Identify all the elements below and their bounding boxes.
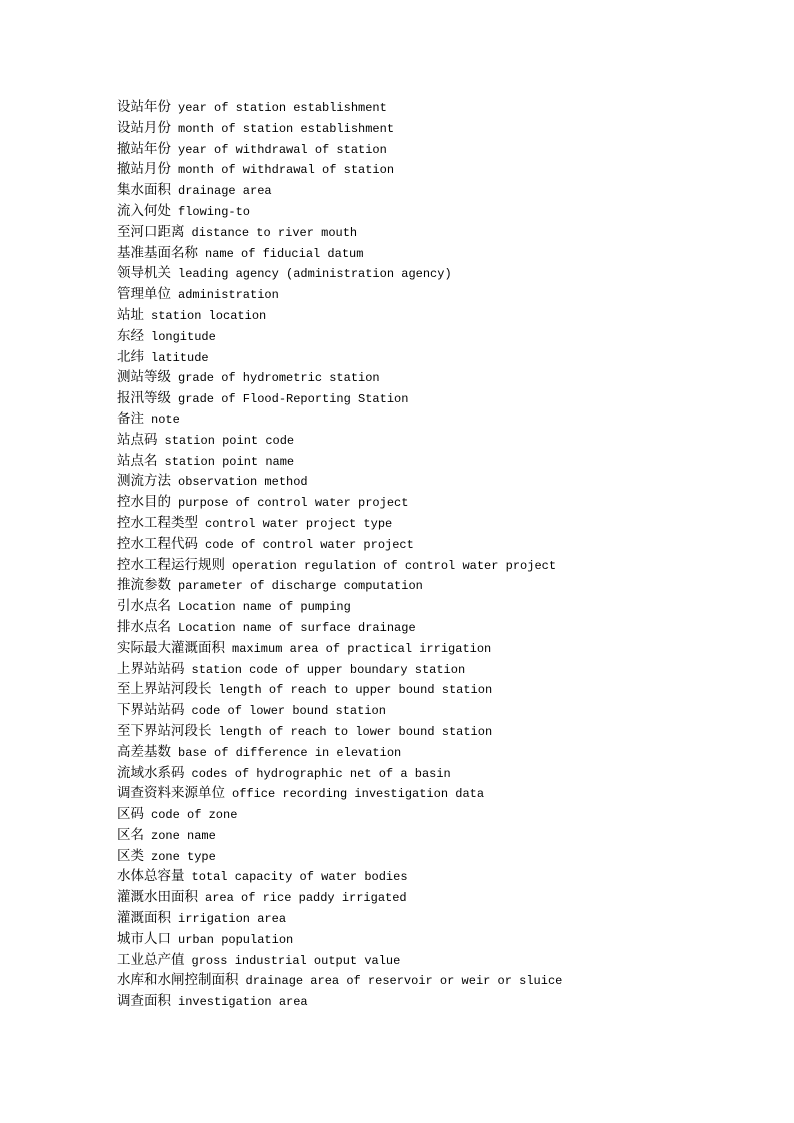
glossary-entry [117, 804, 562, 825]
term-chinese: 管理单位 [117, 286, 171, 303]
glossary-entry [117, 222, 562, 243]
term-english: total capacity of water bodies [191, 870, 408, 885]
term-english: irrigation area [178, 912, 287, 927]
glossary-entry [117, 596, 562, 617]
glossary-entry [117, 555, 562, 576]
glossary-entry [117, 471, 562, 492]
glossary-entry [117, 534, 562, 555]
glossary-entry [117, 700, 562, 721]
glossary-entry [117, 159, 562, 180]
term-chinese: 站址 [117, 306, 144, 323]
term-chinese: 下界站站码 [117, 702, 185, 719]
term-english: code of control water project [205, 537, 414, 552]
glossary-entry [117, 347, 562, 368]
glossary-entry [117, 638, 562, 659]
term-english: purpose of control water project [178, 496, 409, 511]
term-english: zone name [151, 828, 216, 843]
term-chinese: 水库和水闸控制面积 [117, 972, 239, 989]
term-english: drainage area of reservoir or weir or sluice [245, 974, 563, 989]
term-chinese: 高差基数 [117, 743, 171, 760]
term-chinese: 设站年份 [117, 99, 171, 115]
term-chinese: 控水工程运行规则 [117, 556, 225, 573]
glossary-entry [117, 409, 562, 430]
term-chinese: 控水工程代码 [117, 535, 198, 552]
glossary-entry [117, 367, 562, 388]
glossary-entry [117, 492, 562, 513]
term-english: length of reach to upper bound station [218, 683, 493, 698]
glossary-entry [117, 846, 562, 867]
term-chinese: 实际最大灌溉面积 [117, 639, 225, 656]
term-english: station location [151, 308, 267, 323]
term-english: year of withdrawal of station [178, 142, 387, 157]
term-chinese: 水体总容量 [117, 868, 185, 885]
glossary-entry [117, 326, 562, 347]
term-chinese: 引水点名 [117, 598, 171, 615]
glossary-entry [117, 783, 562, 804]
term-english: code of zone [151, 808, 238, 823]
term-english: month of withdrawal of station [178, 163, 395, 178]
term-english: drainage area [178, 184, 272, 199]
term-english: code of lower bound station [191, 704, 386, 719]
glossary-entry [117, 721, 562, 742]
glossary-entry [117, 243, 562, 264]
glossary-entry [117, 950, 562, 971]
term-chinese: 调查资料来源单位 [117, 785, 225, 802]
term-chinese: 灌溉水田面积 [117, 889, 198, 906]
term-chinese: 调查面积 [117, 993, 171, 1010]
term-english: operation regulation of control water project [232, 558, 557, 573]
glossary-entry [117, 659, 562, 680]
term-english: zone type [151, 849, 216, 864]
glossary-list [117, 97, 562, 1012]
term-english: parameter of discharge computation [178, 579, 423, 594]
glossary-entry [117, 742, 562, 763]
term-chinese: 工业总产值 [117, 951, 185, 968]
term-english: Location name of surface drainage [178, 620, 416, 635]
glossary-entry [117, 263, 562, 284]
term-english: gross industrial output value [191, 953, 401, 968]
glossary-entry [117, 180, 562, 201]
glossary-entry [117, 139, 562, 160]
term-english: office recording investigation data [232, 787, 485, 802]
term-chinese: 撤站年份 [117, 140, 171, 157]
term-chinese: 上界站站码 [117, 660, 185, 677]
term-chinese: 设站月份 [117, 119, 171, 136]
term-english: longitude [151, 329, 216, 344]
term-chinese: 城市人口 [117, 930, 171, 947]
term-chinese: 测站等级 [117, 369, 171, 386]
term-english: flowing-to [178, 204, 251, 219]
term-english: station code of upper boundary station [191, 662, 466, 677]
term-english: station point name [164, 454, 295, 469]
term-chinese: 流域水系码 [117, 764, 185, 781]
term-chinese: 至河口距离 [117, 223, 185, 240]
term-chinese: 北纬 [117, 348, 144, 365]
glossary-entry [117, 991, 562, 1012]
glossary-entry [117, 970, 562, 991]
term-english: leading agency (administration agency) [178, 267, 452, 282]
term-chinese: 领导机关 [117, 265, 171, 282]
term-chinese: 撤站月份 [117, 161, 171, 178]
term-chinese: 至上界站河段长 [117, 681, 212, 698]
term-chinese: 区码 [117, 806, 144, 823]
term-chinese: 站点名 [117, 452, 158, 469]
term-chinese: 基准基面名称 [117, 244, 198, 261]
term-chinese: 集水面积 [117, 182, 171, 199]
term-english: grade of hydrometric station [178, 371, 380, 386]
term-english: base of difference in elevation [178, 745, 402, 760]
term-english: urban population [178, 932, 294, 947]
term-english: administration [178, 288, 279, 303]
term-english: investigation area [178, 995, 308, 1010]
term-english: station point code [164, 433, 295, 448]
glossary-entry [117, 388, 562, 409]
glossary-entry [117, 908, 562, 929]
term-english: Location name of pumping [178, 600, 351, 615]
glossary-entry [117, 825, 562, 846]
term-chinese: 东经 [117, 327, 144, 344]
glossary-entry [117, 887, 562, 908]
glossary-entry [117, 866, 562, 887]
glossary-entry [117, 513, 562, 534]
glossary-entry [117, 118, 562, 139]
term-english: distance to river mouth [191, 225, 358, 240]
glossary-entry [117, 617, 562, 638]
term-english: length of reach to lower bound station [218, 724, 493, 739]
glossary-entry [117, 430, 562, 451]
term-english: month of station establishment [178, 121, 395, 136]
term-chinese: 报汛等级 [117, 390, 171, 407]
term-chinese: 站点码 [117, 431, 158, 448]
term-chinese: 排水点名 [117, 618, 171, 635]
term-chinese: 控水工程类型 [117, 514, 198, 531]
term-english: latitude [151, 350, 209, 365]
term-chinese: 备注 [117, 410, 144, 427]
term-english: maximum area of practical irrigation [232, 641, 492, 656]
glossary-entry [117, 201, 562, 222]
term-english: observation method [178, 475, 308, 490]
glossary-entry [117, 284, 562, 305]
term-english: area of rice paddy irrigated [205, 891, 407, 906]
term-chinese: 至下界站河段长 [117, 722, 212, 739]
term-chinese: 测流方法 [117, 473, 171, 490]
glossary-entry [117, 451, 562, 472]
glossary-entry [117, 929, 562, 950]
glossary-entry [117, 763, 562, 784]
term-english: control water project type [205, 516, 393, 531]
term-chinese: 推流参数 [117, 577, 171, 594]
term-english: grade of Flood-Reporting Station [178, 392, 409, 407]
term-english: year of station establishment [178, 101, 387, 115]
term-chinese: 控水目的 [117, 494, 171, 511]
term-chinese: 区类 [117, 847, 144, 864]
term-chinese: 灌溉面积 [117, 910, 171, 927]
term-english: codes of hydrographic net of a basin [191, 766, 451, 781]
term-english: name of fiducial datum [205, 246, 364, 261]
term-chinese: 区名 [117, 826, 144, 843]
glossary-entry [117, 97, 562, 118]
glossary-entry [117, 305, 562, 326]
term-chinese: 流入何处 [117, 202, 171, 219]
glossary-entry [117, 679, 562, 700]
term-english: note [151, 412, 180, 427]
glossary-entry [117, 575, 562, 596]
